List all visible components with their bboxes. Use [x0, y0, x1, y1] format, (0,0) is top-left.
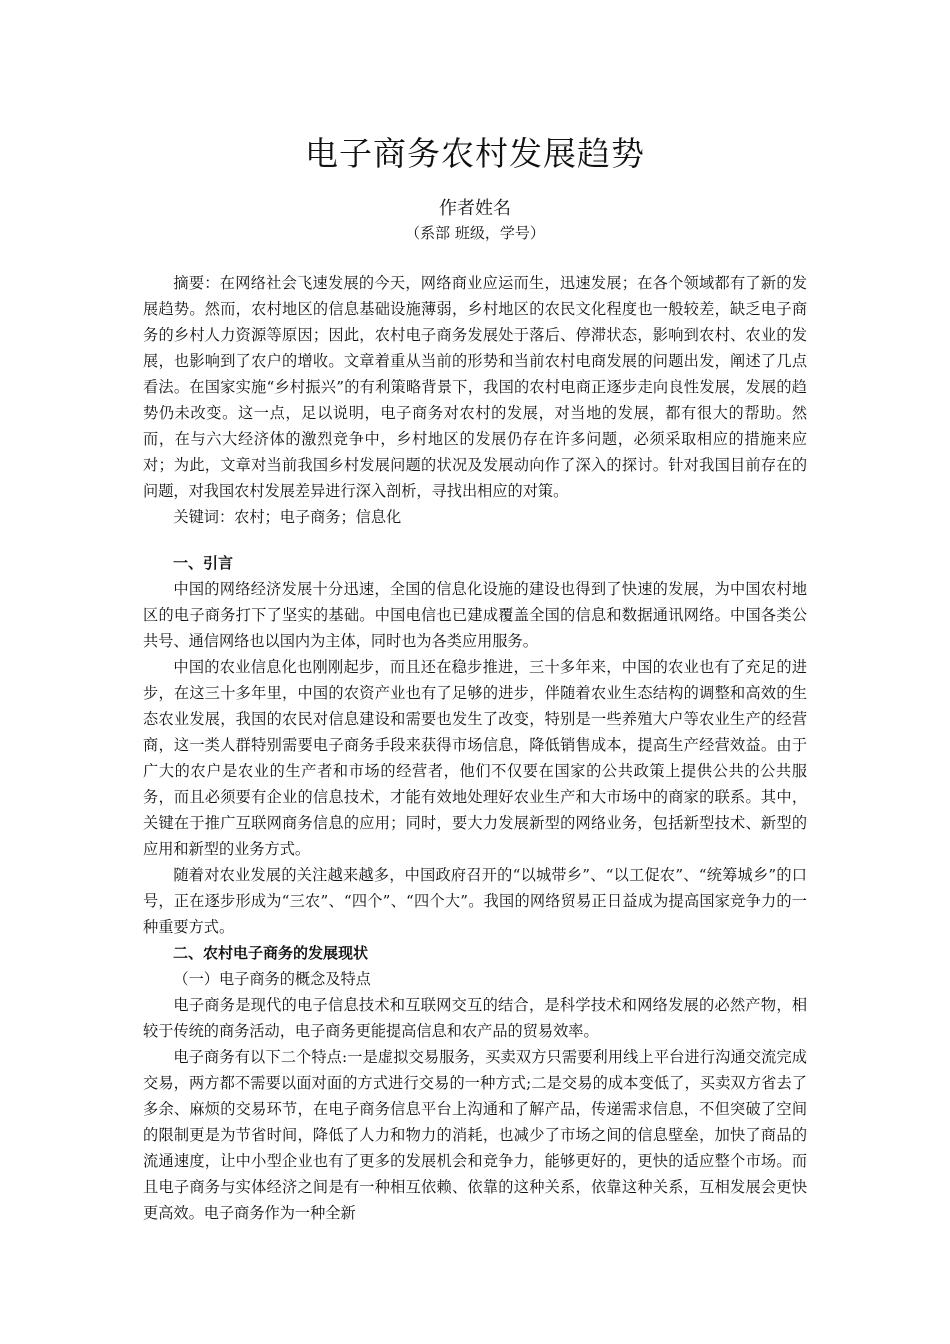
- keywords-text: 农村；电子商务；信息化: [234, 508, 402, 526]
- subsection-heading-concept: （一）电子商务的概念及特点: [173, 970, 371, 988]
- status-paragraph-1: 电子商务是现代的电子信息技术和互联网交互的结合，是科学技术和网络发展的必然产物，相较于传统的商务活动，电子商务更能提高信息和农产品的贸易效率。: [143, 996, 807, 1040]
- document-page: [143, 0, 807, 1344]
- abstract-text: 在网络社会飞速发展的今天，网络商业应运而生，迅速发展；在各个领域都有了新的发展趋势。然而，农村地区的信息基础设施薄弱，乡村地区的农民文化程度也一般较差，缺乏电子商务的乡村人力资源等原因；因此，农村电子商务发展处于落后、停滞状态，影响到农村、农业的发展，也影响到了农户的增收。文章着重从当前的形势和当前农村电商发展的问题出发，阐述了几点看法。在国家实施“乡村振兴”的有利策略背景下，我国的农村电商正逐步走向良性发展，发展的趋势仍未改变。这一点，足以说明，电子商务对农村的发展，对当地的发展，都有很大的帮助。然而，在与六大经济体的激烈竞争中，乡村地区的发展仍存在许多问题，必须采取相应的措施来应对；为此，文章对当前我国乡村发展问题的状况及发展动向作了深入的探讨。针对我国目前存在的问题，对我国农村发展差异进行深入剖析，寻找出相应的对策。: [143, 274, 808, 500]
- keywords-label: 关键词：: [173, 508, 235, 526]
- intro-paragraph-1: 中国的网络经济发展十分迅速，全国的信息化设施的建设也得到了快速的发展，为中国农村地区的电子商务打下了坚实的基础。中国电信也已建成覆盖全国的信息和数据通讯网络。中国各类公共号、通信网络也以国内为主体，同时也为各类应用服务。: [143, 580, 807, 650]
- intro-paragraph-3: 随着对农业发展的关注越来越多，中国政府召开的“以城带乡”、“以工促农”、“统筹城乡”的口号，正在逐步形成为“三农”、“四个”、“四个大”。我国的网络贸易正日益成为提高国家竞争力的一种重要方式。: [143, 866, 807, 936]
- section-heading-introduction: 一、引言: [173, 554, 234, 572]
- section-gap: [143, 530, 807, 550]
- author-name: 作者姓名: [439, 198, 511, 219]
- intro-paragraph-2: 中国的农业信息化也刚刚起步，而且还在稳步推进，三十多年来，中国的农业也有了充足的进步，在这三十多年里，中国的农资产业也有了足够的进步，伴随着农业生态结构的调整和高效的生态农业发展，我国的农民对信息建设和需要也发生了改变，特别是一些养殖大户等农业生产的经营商，这一类人群特别需要电子商务手段来获得市场信息，降低销售成本，提高生产经营效益。由于广大的农户是农业的生产者和市场的经营者，他们不仅要在国家的公共政策上提供公共的公共服务，而且必须要有企业的信息技术，才能有效地处理好农业生产和大市场中的商家的联系。其中，关键在于推广互联网商务信息的应用；同时，要大力发展新型的网络业务，包括新型技术、新型的应用和新型的业务方式。: [143, 658, 807, 858]
- abstract-paragraph: [143, 270, 807, 504]
- section-heading-current-status: 二、农村电子商务的发展现状: [173, 944, 369, 962]
- abstract-label: 摘要：: [173, 274, 220, 292]
- status-paragraph-2: 电子商务有以下二个特点:一是虚拟交易服务，买卖双方只需要利用线上平台进行沟通交流完成交易，两方都不需要以面对面的方式进行交易的一种方式;二是交易的成本变低了，买卖双方省去了多余、麻烦的交易环节，在电子商务信息平台上沟通和了解产品，传递需求信息，不但突破了空间的限制更是为节省时间，降低了人力和物力的消耗，也减少了市场之间的信息壁垒，加快了商品的流通速度，让中小型企业也有了更多的发展机会和竞争力，能够更好的，更快的适应整个市场。而且电子商务与实体经济之间是有一种相互依赖、依靠的这种关系，依靠这种关系，互相发展会更快更高效。电子商务作为一种全新: [143, 1048, 807, 1222]
- author-affiliation: （系部 班级，学号）: [405, 224, 545, 242]
- keywords-paragraph: [143, 504, 807, 530]
- document-body: [143, 270, 807, 1226]
- document-title: 电子商务农村发展趋势: [305, 134, 645, 173]
